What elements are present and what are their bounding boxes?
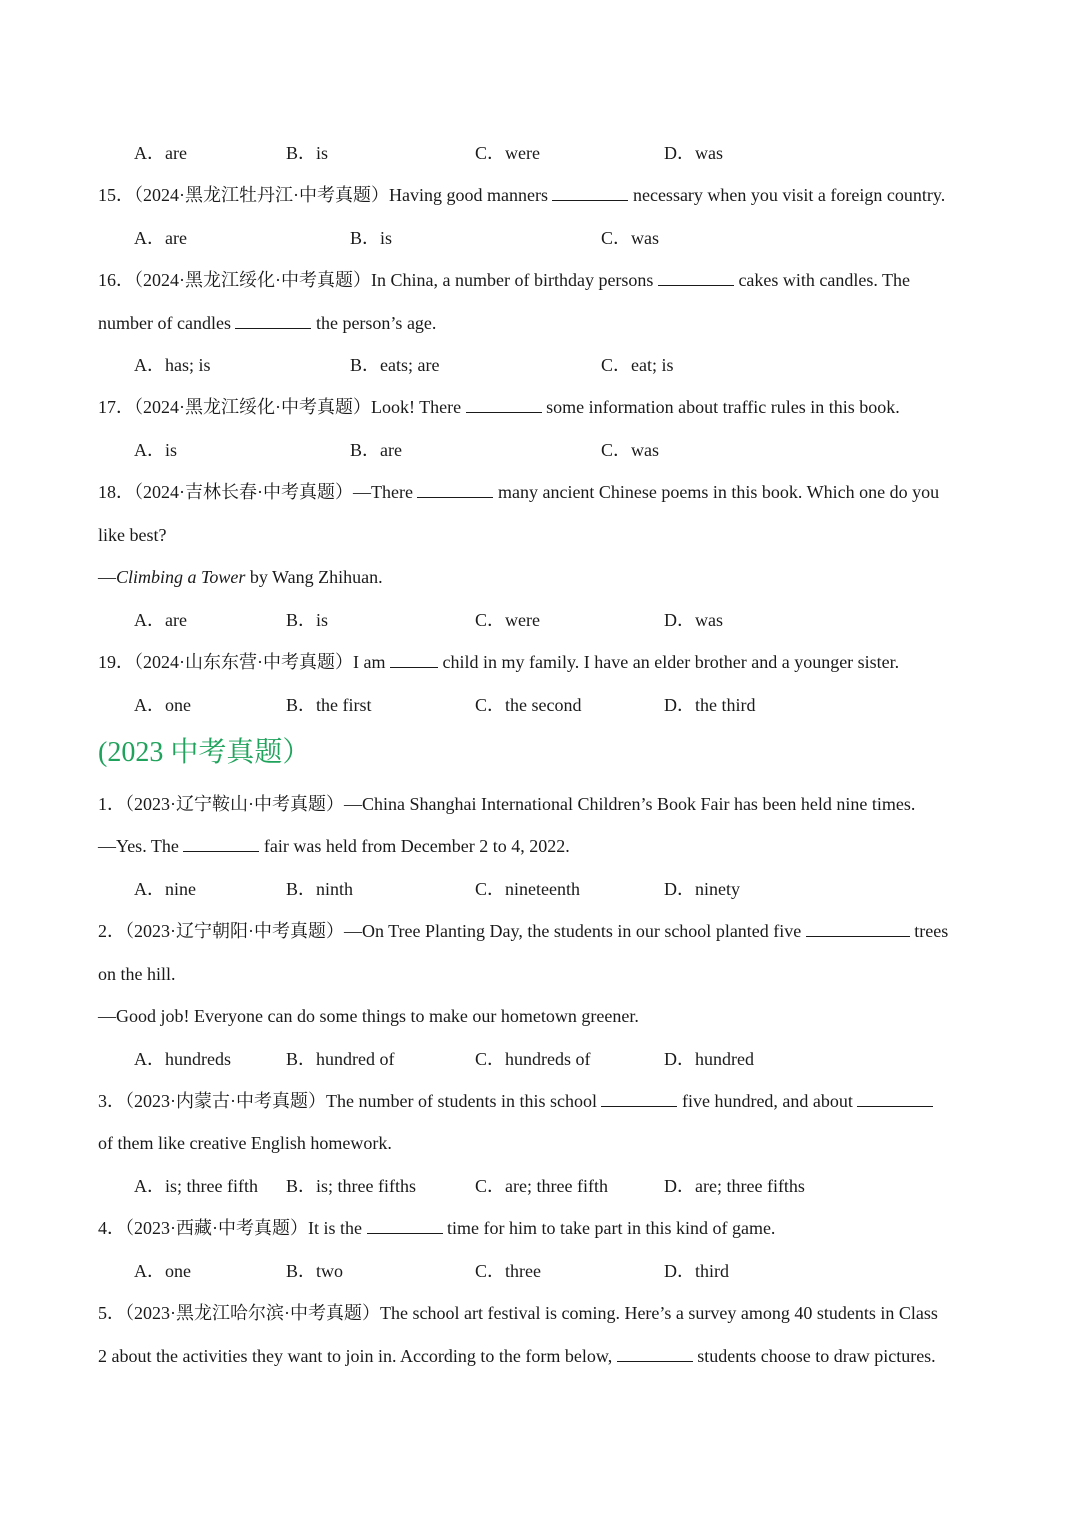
option-b[interactable]: B．two <box>286 1261 344 1281</box>
answer-blank[interactable] <box>390 651 438 668</box>
question-source: （2024·黑龙江牡丹江·中考真题） <box>134 185 389 205</box>
question-text: —There <box>353 482 413 502</box>
option-a[interactable]: A．are <box>134 610 187 630</box>
option-a[interactable]: A．hundreds <box>134 1049 231 1069</box>
option-c[interactable]: C．was <box>601 228 659 248</box>
question-number: 19． <box>98 652 134 672</box>
option-c[interactable]: C．hundreds of <box>475 1049 591 1069</box>
question-source: （2024·吉林长春·中考真题） <box>134 482 353 502</box>
answer-blank[interactable] <box>183 835 259 852</box>
question-text: —On Tree Planting Day, the students in our school planted five <box>344 921 802 941</box>
option-b[interactable]: B．are <box>350 440 402 460</box>
question-source: （2023·辽宁鞍山·中考真题） <box>125 794 344 814</box>
question-text: students choose to draw pictures. <box>697 1346 936 1366</box>
question-18-line2: like best? <box>98 525 167 545</box>
question-19 <box>98 650 899 674</box>
question-text: It is the <box>308 1218 362 1238</box>
option-c[interactable]: C．the second <box>475 695 582 715</box>
question-text: cakes with candles. The <box>738 270 911 290</box>
answer-blank[interactable] <box>806 920 910 937</box>
question-2023-3-line2: of them like creative English homework. <box>98 1133 392 1153</box>
question-text: In China, a number of birthday persons <box>371 270 654 290</box>
option-b[interactable]: B．ninth <box>286 879 354 899</box>
option-d[interactable]: D．are; three fifths <box>664 1176 805 1196</box>
option-d[interactable]: D．hundred <box>664 1049 754 1069</box>
answer-blank[interactable] <box>552 184 628 201</box>
document-page <box>98 0 988 1527</box>
question-16 <box>98 268 910 292</box>
option-c[interactable]: C．nineteenth <box>475 879 580 899</box>
section-title-2023: (2023 中考真题） <box>98 737 311 768</box>
question-2023-1-line2 <box>98 834 570 858</box>
option-a[interactable]: A．are <box>134 143 187 163</box>
question-source: （2024·黑龙江绥化·中考真题） <box>134 270 371 290</box>
question-2023-5 <box>98 1301 938 1325</box>
answer-blank[interactable] <box>466 396 542 413</box>
question-18-answer <box>98 565 383 589</box>
option-a[interactable]: A．are <box>134 228 187 248</box>
question-source: （2023·西藏·中考真题） <box>125 1218 308 1238</box>
question-text: The number of students in this school <box>326 1091 597 1111</box>
question-number: 17． <box>98 397 134 417</box>
question-2023-2-line3: —Good job! Everyone can do some things to make our hometown greener. <box>98 1006 639 1026</box>
question-2023-3 <box>98 1089 933 1113</box>
question-text: necessary when you visit a foreign country. <box>632 185 946 205</box>
question-2023-4 <box>98 1216 775 1240</box>
answer-blank[interactable] <box>235 312 311 329</box>
question-text: number of candles <box>98 313 231 333</box>
question-text: —China Shanghai International Children’s Book Fair has been held nine times. <box>344 794 916 814</box>
question-text: I am <box>353 652 386 672</box>
option-c[interactable]: C．were <box>475 143 540 163</box>
question-number: 3． <box>98 1091 125 1111</box>
question-number: 1． <box>98 794 125 814</box>
question-text: child in my family. I have an elder brother and a younger sister. <box>442 652 900 672</box>
question-2023-2-line2: on the hill. <box>98 964 176 984</box>
option-b[interactable]: B．is <box>286 610 329 630</box>
question-text: time for him to take part in this kind of game. <box>447 1218 776 1238</box>
question-text: Having good manners <box>389 185 548 205</box>
question-number: 2． <box>98 921 125 941</box>
option-c[interactable]: C．were <box>475 610 540 630</box>
option-b[interactable]: B．the first <box>286 695 372 715</box>
option-d[interactable]: D．ninety <box>664 879 740 899</box>
question-source: （2024·山东东营·中考真题） <box>134 652 353 672</box>
option-c[interactable]: C．was <box>601 440 659 460</box>
question-source: （2023·辽宁朝阳·中考真题） <box>125 921 344 941</box>
answer-blank[interactable] <box>658 269 734 286</box>
option-d[interactable]: D．was <box>664 143 723 163</box>
option-a[interactable]: A．nine <box>134 879 196 899</box>
option-d[interactable]: D．was <box>664 610 723 630</box>
option-c[interactable]: C．are; three fifth <box>475 1176 608 1196</box>
option-b[interactable]: B．hundred of <box>286 1049 395 1069</box>
question-source: （2024·黑龙江绥化·中考真题） <box>134 397 371 417</box>
question-number: 15． <box>98 185 134 205</box>
question-text: the person’s age. <box>315 313 437 333</box>
dash: — <box>98 567 116 587</box>
option-c[interactable]: C．three <box>475 1261 541 1281</box>
question-number: 4． <box>98 1218 125 1238</box>
answer-blank[interactable] <box>417 481 493 498</box>
question-2023-5-line2 <box>98 1344 936 1368</box>
option-b[interactable]: B．eats; are <box>350 355 440 375</box>
option-d[interactable]: D．the third <box>664 695 756 715</box>
answer-blank[interactable] <box>857 1090 933 1107</box>
answer-blank[interactable] <box>367 1217 443 1234</box>
question-text: some information about traffic rules in this book. <box>546 397 900 417</box>
question-number: 16． <box>98 270 134 290</box>
option-a[interactable]: A．is; three fifth <box>134 1176 258 1196</box>
answer-blank[interactable] <box>617 1345 693 1362</box>
poem-author: by Wang Zhihuan. <box>245 567 383 587</box>
question-text: Look! There <box>371 397 462 417</box>
option-a[interactable]: A．one <box>134 1261 191 1281</box>
poem-title: Climbing a Tower <box>116 567 246 587</box>
option-b[interactable]: B．is <box>286 143 329 163</box>
option-c[interactable]: C．eat; is <box>601 355 674 375</box>
question-text: many ancient Chinese poems in this book. Which one do you <box>497 482 940 502</box>
option-a[interactable]: A．has; is <box>134 355 211 375</box>
question-text: The school art festival is coming. Here’s a survey among 40 students in Class <box>380 1303 938 1323</box>
question-source: （2023·黑龙江哈尔滨·中考真题） <box>125 1303 380 1323</box>
question-16-line2 <box>98 311 436 335</box>
question-2023-1 <box>98 792 915 816</box>
option-d[interactable]: D．third <box>664 1261 729 1281</box>
option-b[interactable]: B．is; three fifths <box>286 1176 416 1196</box>
question-text: five hundred, and about <box>681 1091 853 1111</box>
question-18 <box>98 480 939 504</box>
question-text: fair was held from December 2 to 4, 2022. <box>263 836 570 856</box>
option-b[interactable]: B．is <box>350 228 393 248</box>
question-17 <box>98 395 900 419</box>
option-a[interactable]: A．is <box>134 440 178 460</box>
question-number: 18． <box>98 482 134 502</box>
question-text: —Yes. The <box>98 836 179 856</box>
question-15 <box>98 183 945 207</box>
question-source: （2023·内蒙古·中考真题） <box>125 1091 326 1111</box>
question-text: trees <box>914 921 949 941</box>
question-2023-2 <box>98 919 948 943</box>
answer-blank[interactable] <box>601 1090 677 1107</box>
question-number: 5． <box>98 1303 125 1323</box>
option-a[interactable]: A．one <box>134 695 191 715</box>
question-text: 2 about the activities they want to join in. According to the form below, <box>98 1346 613 1366</box>
